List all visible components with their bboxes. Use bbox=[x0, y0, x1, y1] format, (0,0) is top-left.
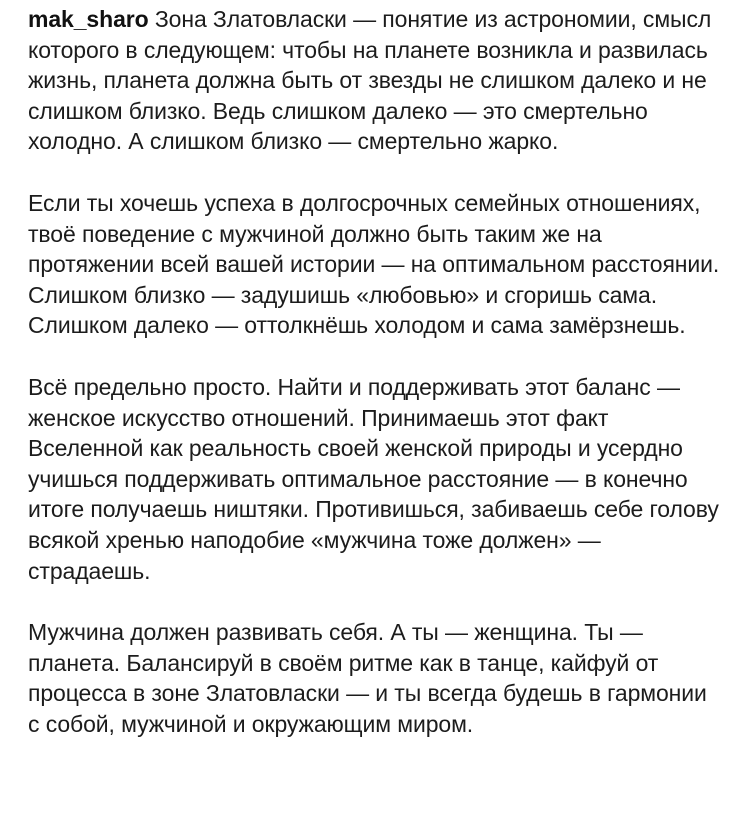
caption-paragraph-2: Если ты хочешь успеха в долгосрочных семейных отношениях, твоё поведение с мужчиной должно быть таким же на протяжении всей вашей истории — на оптимальном расстоянии. Слишком близко — задушишь «любовью» и сгоришь сама. Слишком далеко — оттолкнёшь холодом и сама замёрзнешь. bbox=[28, 189, 720, 339]
caption-paragraph-1 bbox=[28, 4, 722, 157]
caption-paragraph-4: Мужчина должен развивать себя. А ты — женщина. Ты — планета. Балансируй в своём ритме как в танце, кайфуй от процесса в зоне Златовласки — и ты всегда будешь в гармонии с собой, мужчиной и окружающим миром. bbox=[28, 619, 707, 737]
author-username-link[interactable]: mak_sharo bbox=[28, 6, 149, 32]
caption-paragraph-3: Всё предельно просто. Найти и поддерживать этот баланс — женское искусство отношений. Принимаешь этот факт Вселенной как реальность своей женской природы и усердно учишься поддерживать оптимальное расстояние — в конечно итоге получаешь ништяки. Противишься, забиваешь себе голову всякой хренью наподобие «мужчина тоже должен» — страдаешь. bbox=[28, 373, 719, 584]
caption-paragraph-1-text: Зона Златовласки — понятие из астрономии, смысл которого в следующем: чтобы на планете возникла и развилась жизнь, планета должна быть от звезды не слишком далеко и не слишком близко. Ведь слишком далеко — это смертельно холодно. А слишком близко — смертельно жарко. bbox=[28, 6, 712, 155]
